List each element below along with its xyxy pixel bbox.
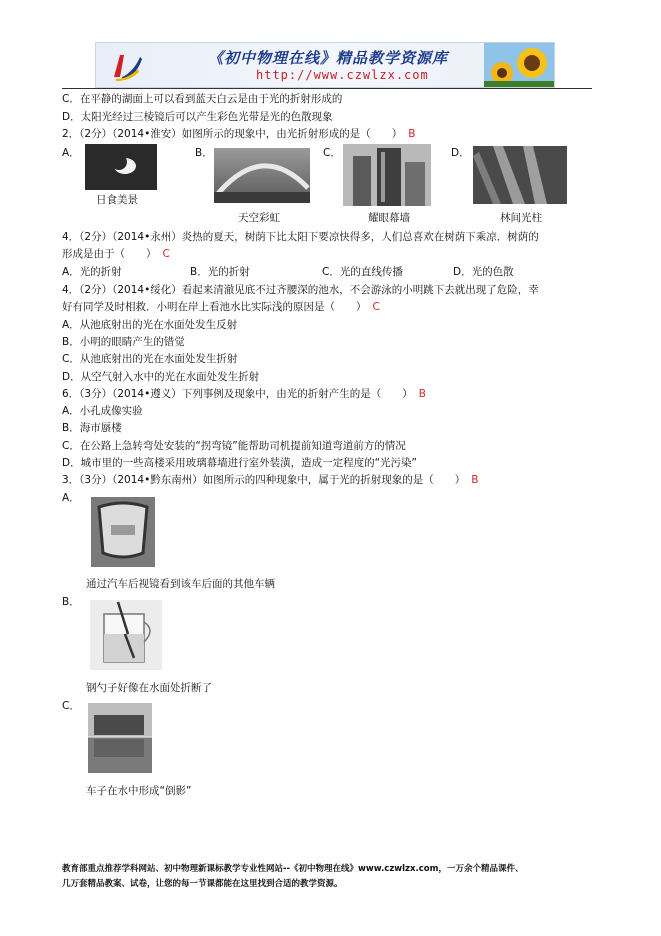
- header-rule: [62, 88, 592, 89]
- q6-option-b: B．海市蜃楼: [62, 422, 122, 434]
- q3-caption-a: 通过汽车后视镜看到该车后面的其他车辆: [86, 578, 275, 590]
- footer-line-2: 几万套精品教案、试卷，让您的每一节课都能在这里找到合适的教学资源。: [62, 879, 343, 889]
- q6-option-c: C．在公路上急转弯处安装的“拐弯镜”能帮助司机提前知道弯道前方的情况: [62, 440, 406, 452]
- q2-option-d-label: D．: [451, 147, 470, 159]
- forest-light-beams-photo: [473, 146, 567, 204]
- answer-q2: B: [408, 128, 416, 140]
- question-3-text: 3．（3分）（2014•黔东南州）如图所示的四种现象中，属于光的折射现象的是（ ）: [62, 474, 466, 486]
- q2-caption-a: 日食美景: [96, 194, 138, 206]
- footer-line-1: 教育部重点推荐学科网站、初中物理新课标教学专业性网站--《初中物理在线》www.czwlzx.com，一万余个精品课件、: [62, 864, 524, 874]
- question-4a-line2: [62, 247, 170, 261]
- q2-caption-b: 天空彩虹: [238, 212, 280, 224]
- q2-option-c-label: C．: [323, 147, 341, 159]
- answer-q3: B: [471, 474, 479, 486]
- q2-option-a-label: A．: [62, 147, 80, 159]
- q4a-option-d: D．光的色散: [453, 266, 514, 278]
- answer-q4b: C: [372, 301, 380, 313]
- q3-option-b-label: B．: [62, 596, 80, 608]
- q4b-option-b: B．小明的眼睛产生的错觉: [62, 336, 185, 348]
- q6-option-d: D．城市里的一些高楼采用玻璃幕墙进行室外装潢，造成一定程度的“光污染”: [62, 457, 417, 469]
- question-4b-line2: [62, 300, 380, 314]
- q2-option-b-label: B．: [195, 147, 213, 159]
- q4a-option-c: C．光的直线传播: [322, 266, 403, 278]
- glass-curtain-wall-photo: [343, 144, 431, 206]
- sunflower-icon: [484, 43, 554, 87]
- answer-q6: B: [418, 388, 426, 400]
- spoon-in-water-photo: [90, 600, 162, 670]
- question-2: [62, 127, 416, 141]
- logo-icon: [110, 49, 144, 81]
- rainbow-photo: [214, 148, 310, 203]
- answer-q4a: C: [162, 248, 170, 260]
- q2-caption-c: 耀眼幕墙: [368, 212, 410, 224]
- q2-caption-d: 林间光柱: [500, 212, 542, 224]
- banner-title: 《初中物理在线》精品教学资源库: [208, 49, 449, 67]
- q4b-option-c: C．从池底射出的光在水面处发生折射: [62, 353, 238, 365]
- q3-option-a-label: A．: [62, 492, 80, 504]
- question-2-text: 2．（2分）（2014•淮安）如图所示的现象中，由光折射形成的是（ ）: [62, 128, 403, 140]
- banner-url[interactable]: http://www.czwlzx.com: [256, 68, 429, 82]
- question-4b-line2-text: 好有同学及时相救．小明在岸上看池水比实际浅的原因是（ ）: [62, 301, 367, 313]
- q3-caption-b: 钢勺子好像在水面处折断了: [86, 682, 212, 694]
- q4a-option-a: A．光的折射: [62, 266, 122, 278]
- q4b-option-a: A．从池底射出的光在水面处发生反射: [62, 319, 238, 331]
- q4a-option-b: B．光的折射: [190, 266, 250, 278]
- header-banner: [95, 42, 555, 88]
- q3-caption-c: 车子在水中形成“倒影”: [86, 785, 192, 797]
- option-d-prev: D．太阳光经过三棱镜后可以产生彩色光带是光的色散现象: [62, 111, 333, 123]
- q4b-option-d: D．从空气射入水中的光在水面处发生折射: [62, 371, 260, 383]
- car-reflection-photo: [88, 703, 152, 773]
- question-6-text: 6．（3分）（2014•遵义）下列事例及现象中，由光的折射产生的是（ ）: [62, 388, 413, 400]
- question-3: [62, 473, 479, 487]
- question-4a-line2-text: 形成是由于（ ）: [62, 248, 157, 260]
- solar-eclipse-photo: [85, 144, 157, 190]
- q6-option-a: A．小孔成像实验: [62, 405, 143, 417]
- rearview-mirror-photo: [91, 497, 155, 567]
- question-4a-line1: 4．（2分）（2014•永州）炎热的夏天，树荫下比太阳下要凉快得多，人们总喜欢在树荫下乘凉．树荫的: [62, 231, 539, 243]
- question-4b-line1: 4．（2分）（2014•绥化）看起来清澈见底不过齐腰深的池水，不会游泳的小明跳下去就出现了危险，幸: [62, 284, 539, 296]
- q3-option-c-label: C．: [62, 700, 80, 712]
- option-c-prev: C．在平静的湖面上可以看到蓝天白云是由于光的折射形成的: [62, 93, 343, 105]
- question-6: [62, 387, 426, 401]
